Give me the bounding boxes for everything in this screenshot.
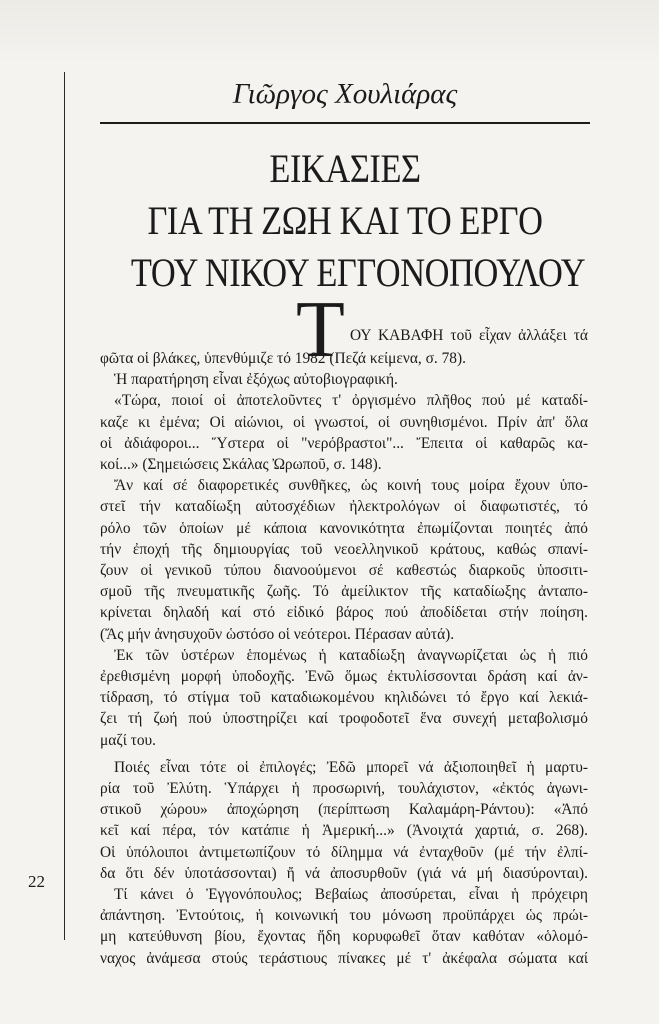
title-line: ΓΙΑ ΤΗ ΖΩΗ ΚΑΙ ΤΟ ΕΡΓΟ	[147, 198, 543, 243]
text-line: οἱ ἀδιάφοροι... Ὕστερα οἱ "νερόβραστοι"... Ἔπειτα οἱ καθαρῶς κα-	[100, 434, 588, 452]
text-line: ζει τή ζωή πού ὑποστηρίζει καί τροφοδοτεῖ ἕνα συνεχή μεταβολισμό	[100, 710, 588, 728]
text-line: ἀπάντηση. Ἐντούτοις, ἡ κοινωνική του μόνωση προϋπάρχει ὡς πρώι-	[100, 907, 588, 925]
text-line: μαζί του.	[100, 731, 157, 749]
text-line: τίδραση, τό στίγμα τοῦ καταδιωκομένου κηλιδώνει τό ἔργο καί λεκιά-	[100, 689, 588, 707]
text-line: ζουν οἱ γενικοῦ τύπου διανοούμενοι σέ καθεστώς διαρκοῦς ὑποσιτι-	[100, 562, 588, 580]
text-line: (Ἄς μήν ἀνησυχοῦν ὡστόσο οἱ νεότεροι. Πέρασαν αὐτά).	[100, 625, 455, 643]
text-line: καζε κι ἐμένα; Οἱ αἰώνιοι, οἱ γνωστοί, οἱ συνηθισμένοι. Πρίν ἀπ' ὅλα	[100, 413, 588, 431]
text-line: Ποιές εἶναι τότε οἱ ἐπιλογές; Ἐδῶ μπορεῖ νά ἀξιοποιηθεῖ ἡ μαρτυ-	[114, 758, 588, 776]
text-line: Οἱ ὑπόλοιποι ἀντιμετωπίζουν τό δίλημμα νά ἐνταχθοῦν (μέ τήν ἐλπί-	[100, 843, 588, 861]
text-line: «Τώρα, ποιοί οἱ ἀποτελοῦντες τ' ὀργισμένο πλῆθος πού μέ καταδί-	[114, 392, 588, 410]
text-line: δα ὅτι δέν ὑποτάσσονται) ἤ νά ἀποσυρθοῦν (γιά νά μή διασύρονται).	[100, 864, 588, 882]
article-body	[100, 286, 588, 969]
text-line: Τί κάνει ὁ Ἐγγονόπουλος; Βεβαίως ἀποσύρεται, εἶναι ἡ πρόχειρη	[114, 886, 588, 904]
text-line: σμοῦ τῆς πνευματικῆς ζωῆς. Τό ἀμείλικτον τῆς καταδίωξης ἀνταπο-	[100, 583, 588, 601]
text-line: Ἄν καί σέ διαφορετικές συνθῆκες, ὡς κοινή τους μοίρα ἔχουν ὑπο-	[114, 477, 588, 495]
text-line: κεῖ καί πέρα, τόν κατάπιε ἡ Ἀμερική...» (Ἀνοιχτά χαρτιά, σ. 268).	[100, 822, 588, 840]
page-top-bleed	[0, 0, 659, 64]
page-number: 22	[28, 872, 45, 891]
text-line: στεῖ τήν καταδίωξη αὐτοσχέδιων ἠλεκτρολόγων οἱ διαφωτιστές, τό	[100, 498, 588, 516]
text-line: κοί...» (Σημειώσεις Σκάλας Ὠρωποῦ, σ. 148).	[100, 456, 382, 474]
text-line: ἐρεθισμένη μορφή ὑποδοχῆς. Ἐνῶ ὅμως ἐκτυλίσσονται δράση καί ἀν-	[100, 668, 588, 686]
title-line: ΤΟΥ ΝΙΚΟΥ ΕΓΓΟΝΟΠΟΥΛΟΥ	[130, 250, 586, 295]
text-line: μη κατεύθυνση βίου, ἔχοντας ἤδη κορυφωθεῖ ὅταν καθόταν «ὁλομό-	[100, 928, 588, 946]
article-title	[130, 143, 586, 299]
drop-cap: Τ	[296, 286, 345, 374]
text-line: ρία τοῦ Ἐλύτη. Ὑπάρχει ἡ προσωρινή, τουλάχιστον, «ἐκτός ἀγωνι-	[100, 780, 588, 798]
text-line: στικοῦ χώρου» ἀποχώρηση (περίπτωση Καλαμάρη-Ράντου): «Ἀπό	[100, 801, 588, 819]
title-line: ΕΙΚΑΣΙΕΣ	[269, 146, 421, 191]
text-line: Ἐκ τῶν ὑστέρων ἑπομένως ἡ καταδίωξη ἀναγνωρίζεται ὡς ἡ πιό	[114, 646, 588, 664]
text-line: φῶτα οἱ βλάκες, ὑπενθύμιζε τό 1982 (Πεζά κείμενα, σ. 78).	[100, 350, 466, 367]
text-line: κρίνεται δηλαδή καί στό εἰδικό βάρος πού ἀποδίδεται στήν ποίηση.	[100, 604, 588, 622]
text-line: ΟΥ ΚΑΒΑΦΗ τοῦ εἶχαν ἀλλάξει τά	[350, 327, 588, 344]
text-line: ρόλο τῶν ὁποίων μέ κάποια κανονικότητα ἐπωμίζονται ποιητές ἀπό	[100, 519, 588, 537]
text-line: Ἡ παρατήρηση εἶναι ἐξόχως αὐτοβιογραφική.	[114, 371, 398, 389]
text-line: τήν ἐποχή τῆς δημιουργίας τοῦ νεοελληνικοῦ κράτους, καθώς σπανί-	[100, 540, 588, 558]
text-lines	[100, 348, 588, 969]
margin-rule	[64, 72, 65, 940]
header-rule	[100, 122, 590, 124]
text-line: ναχος ἀνάμεσα στούς τεράστιους πίνακες μέ τ' ἀκέφαλα σώματα καί	[100, 949, 588, 967]
author-name: Γιῶργος Χουλιάρας	[232, 78, 458, 110]
